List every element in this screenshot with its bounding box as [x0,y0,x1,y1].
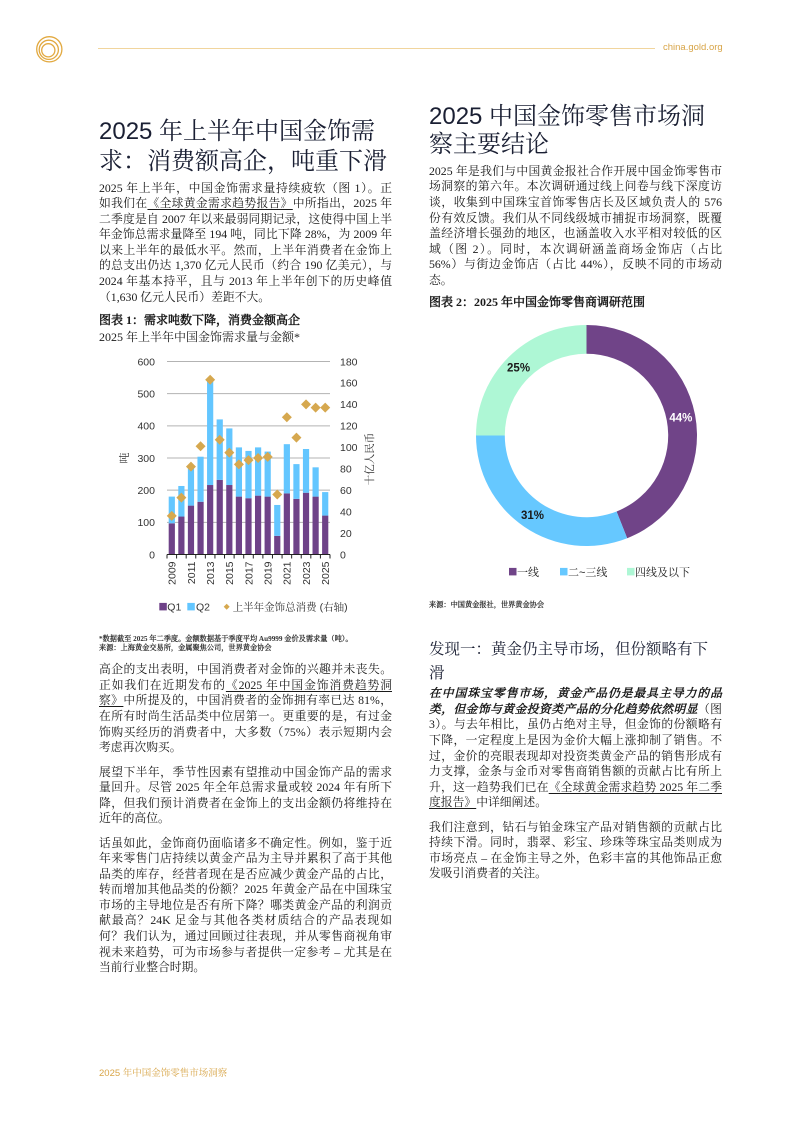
figure-1-title: 图表 1：需求吨数下降，消费金额高企 [99,313,301,327]
y2-tick-label: 80 [340,463,352,476]
diamond-marker-2015 [224,448,234,458]
text-line [99,212,392,228]
body-text: 升，这一趋势我们已在 [429,779,549,794]
heading-line: 滑 [429,664,445,682]
body-text: 份有效反馈。我们从不同线级城市捕捉市场洞察，既覆 [429,210,722,225]
figure-1-subtitle: 2025 年上半年中国金饰需求量与金额* [99,329,301,344]
body-text: 3）。与去年相比，虽仍占绝对主导，但金饰的份额略有 [429,717,722,732]
body-text: 谈，收集到中国珠宝首饰零售店长及区域负责人的 576 [429,195,722,210]
donut-data-label: 31% [520,509,544,522]
heading-line: 发现一：黄金仍主导市场，但份额略有下 [429,641,709,659]
diamond-marker-2014 [215,435,225,445]
body-text: 考虑再次购买。 [99,740,182,755]
text-line [99,725,392,741]
y2-tick-label: 180 [340,356,358,369]
body-text: 近年的高位。 [99,811,170,826]
bar-q1-2012 [197,502,203,555]
bar-q1-2014 [217,480,223,555]
report-link[interactable]: 《全球黄金需求趋势报告》 [147,196,293,211]
paragraph-finding-1-other-jewellery [429,820,722,882]
x-tick-label: 2015 [224,561,237,585]
text-line [429,179,722,195]
footer-report-title: 2025 年中国金饰零售市场洞察 [99,1068,228,1079]
donut-slice-2 [476,436,627,547]
bar-q1-2024 [313,497,319,555]
body-text: 年金饰总需求量降至 194 吨，同比下降 28%，为 2009 年 [99,227,392,242]
y2-axis-title: 十亿人民币 [364,432,376,486]
text-line [99,851,392,867]
body-text: 如我们在 [99,196,148,211]
body-text: 视未来趋势，可为市场参与者提供一定参考 – 尤其是在 [99,944,392,959]
title-line: 2025 年上半年中国金饰需 [99,118,376,145]
report-link[interactable]: 度报告》 [429,795,477,810]
body-text: 展望下半年，季节性因素有望推动中国金饰产品的需求 [99,764,392,779]
body-text: 在所有时尚生活品类中位居第一。更重要的是，有过金 [99,708,392,723]
figure-2-title: 图表 2：2025 年中国金饰零售商调研范围 [429,294,646,309]
paragraph-h1-summary [99,181,392,306]
bar-q1-2020 [274,536,280,555]
text-line [429,226,722,242]
finding-1-heading [429,638,729,685]
paragraph-outlook [99,765,392,827]
text-line [99,709,392,725]
body-text: （1,630 亿元人民币）差距不大。 [99,289,271,304]
figure-1-source: 来源：上海黄金交易所，金属聚焦公司，世界黄金协会 [99,643,272,652]
legend-swatch-q1 [159,603,167,611]
body-text: 二季度是自 2007 年以来最弱同期记录，这使得中国上半 [99,211,392,226]
body-text: 转而增加其他品类的份额？2025 年黄金产品在中国珠宝 [99,882,392,897]
report-link[interactable]: 《2025 年中国金饰消费趋势洞 [225,677,392,692]
bar-q2-2021 [284,444,290,493]
world-gold-council-logo [35,35,65,65]
donut-data-label: 44% [669,412,693,425]
bar-q1-2013 [207,485,213,554]
body-text: 正如我们在近期发布的 [99,677,226,692]
figure-1-note: *数据截至 2025 年二季度。金额数据基于季度平均 Au9999 金价及需求量（吨）。 [99,634,353,643]
x-tick-label: 2017 [243,561,256,585]
text-line [429,211,722,227]
text-line [99,181,392,197]
donut-slice-1 [587,325,698,538]
paragraph-spending [99,662,392,756]
text-line [99,693,392,709]
bar-q2-2012 [197,457,203,502]
body-text: 发吸引消费者的关注。 [429,866,547,881]
bar-q1-2018 [255,496,261,555]
bar-q2-2020 [274,505,280,536]
diamond-marker-2012 [196,441,206,451]
body-text: 献最高？24K 足金与其他各类材质结合的产品表现如 [99,913,392,928]
text-line [429,851,722,867]
bar-q1-2017 [245,498,251,554]
section-title-key-findings [429,103,705,160]
text-line [429,733,722,749]
text-line [429,835,722,851]
figure-1-chart [100,350,400,620]
text-line [99,780,392,796]
y-tick-label: 500 [137,388,155,401]
x-tick-label: 2019 [262,561,275,585]
y-tick-label: 400 [137,420,155,433]
text-line [429,717,722,733]
body-text: 力支撑，金条与金币对零售商销售额的贡献占比有所上 [429,764,722,779]
bar-q2-2013 [207,381,213,485]
body-text: 高企的支出表明，中国消费者对金饰的兴趣并未丧失。 [99,662,392,677]
body-text: 的总支出仍达 1,370 亿元人民币（约合 190 亿美元），与 [99,258,392,273]
body-text: 2024 年基本持平，且与 2013 年上半年创下的历史峰值 [99,274,392,289]
bar-q1-2016 [236,497,242,555]
y2-tick-label: 0 [340,549,346,562]
y-tick-label: 100 [137,517,155,530]
body-text: 市场的主导地位是否有所下降？哪类黄金产品的利润贡 [99,897,392,912]
bar-q1-2011 [188,506,194,555]
diamond-marker-2010 [176,493,186,503]
bar-q1-2021 [284,493,290,554]
bar-q2-2016 [236,447,242,496]
diamond-marker-2018 [253,453,263,463]
body-text: 态。 [429,273,453,288]
body-text: 持续下滑。同时，翡翠、彩宝、珍珠等珠宝品类则成为 [429,835,722,850]
diamond-marker-2024 [311,403,321,413]
diamond-marker-2025 [320,403,330,413]
donut-data-label: 25% [507,362,531,375]
diamond-marker-2023 [301,399,311,409]
body-text: 2025 年上半年，中国金饰需求量持续疲软（图 1）。正 [99,180,392,195]
header-rule [98,48,655,50]
legend-label-q2: Q2 [196,601,211,614]
diamond-marker-2020 [272,489,282,499]
text-line [99,945,392,961]
title-line: 求：消费额高企，吨重下滑 [99,148,387,175]
text-line [429,866,722,882]
diamond-marker-2019 [263,452,273,462]
text-line [99,258,392,274]
body-text: 中详细阐述。 [476,795,547,810]
text-line [429,257,722,273]
x-tick-label: 2013 [204,561,217,585]
text-line [99,913,392,929]
text-line [99,274,392,290]
diamond-marker-2013 [205,375,215,385]
text-line [99,227,392,243]
body-text: 何？我们认为，通过回顾过往表现，并从零售商视角审 [99,929,392,944]
text-line [99,867,392,883]
legend-label-3: 四线及以下 [635,566,690,579]
body-text: 话虽如此，金饰商仍面临诸多不确定性。例如，鉴于近 [99,835,392,850]
bar-q1-2019 [265,497,271,555]
bar-q2-2025 [322,492,328,515]
text-line [429,686,722,702]
diamond-marker-2009 [167,511,177,521]
report-link[interactable]: 察》 [99,693,124,708]
paragraph-survey-intro [429,164,722,289]
paragraph-uncertainty [99,836,392,976]
legend-label-2: 二~三线 [568,566,608,579]
text-line [429,780,722,796]
diamond-marker-2016 [234,459,244,469]
text-line [99,678,392,694]
paragraph-finding-1 [429,686,722,811]
text-line [99,290,392,306]
text-line [99,960,392,976]
body-text: 当前行业整合时期。 [99,960,206,975]
diamond-marker-2021 [282,412,292,422]
bar-q1-2015 [226,485,232,554]
emphasis-text: 类，但金饰与黄金投资类产品的分化趋势依然明显 [429,701,698,716]
text-line [99,740,392,756]
x-tick-label: 2023 [300,561,313,585]
legend-swatch-2 [560,568,568,576]
bar-q1-2009 [169,523,175,554]
body-text: 以来上半年的最低水平。然而，上半年消费者在金饰上 [99,242,392,257]
text-line [429,764,722,780]
body-text: 场洞察的第六年。本次调研通过线上问卷与线下深度访 [429,179,722,194]
text-line [429,195,722,211]
legend-swatch-diamond [224,604,230,610]
text-line [429,164,722,180]
y-tick-label: 300 [137,452,155,465]
text-line [99,765,392,781]
figure-2-donut-chart [428,315,728,585]
y2-tick-label: 20 [340,527,352,540]
body-text: （图 [697,701,722,716]
y-tick-label: 200 [137,484,155,497]
y2-tick-label: 100 [340,442,358,455]
y-tick-label: 600 [137,356,155,369]
figure-2-source: 来源：中国黄金报社，世界黄金协会 [429,600,545,609]
x-tick-label: 2021 [281,561,294,585]
logo-ring-inner [42,44,55,57]
body-text: 品类的库存，经营者现在是否应减少黄金产品的占比， [99,866,392,881]
emphasis-text: 在中国珠宝零售市场，黄金产品仍是最具主导力的品 [429,686,722,701]
x-tick-label: 2011 [185,561,198,585]
body-text: 市场亮点 – 在金饰主导之外，色彩丰富的其他饰品正愈 [429,850,722,865]
bar-q1-2025 [322,516,328,555]
text-line [429,242,722,258]
body-text: 域（图 2）。同时，本次调研涵盖商场金饰店（占比 [429,241,722,256]
text-line [99,243,392,259]
bar-q1-2010 [178,517,184,555]
text-line [99,196,392,212]
report-link[interactable]: 《全球黄金需求趋势 2025 年二季 [548,779,722,794]
x-tick-label: 2009 [166,561,179,585]
diamond-marker-2022 [291,433,301,443]
legend-label-total-spend: 上半年金饰总消费 (右轴) [232,601,348,614]
legend-swatch-q2 [187,603,195,611]
y-axis-title: 吨 [119,452,131,464]
x-tick-label: 2025 [320,561,333,585]
body-text: 下降，一定程度上是因为金价大幅上涨抑制了销售。不 [429,732,722,747]
text-line [99,882,392,898]
bar-q2-2011 [188,468,194,506]
text-line [99,662,392,678]
body-text: 盖经济增长强劲的地区，也涵盖收入水平相对较低的区 [429,226,722,241]
body-text: 中所提及的，中国消费者的金饰拥有率已达 81%， [123,693,392,708]
y2-tick-label: 40 [340,506,352,519]
text-line [429,795,722,811]
body-text: 56%）与街边金饰店（占比 44%），反映不同的市场动 [429,257,722,272]
body-text: 降，但我们预计消费者在金饰上的支出金额仍将维持在 [99,795,392,810]
bar-q1-2022 [293,499,299,555]
bar-q1-2023 [303,493,309,555]
legend-label-q1: Q1 [167,601,182,614]
body-text: 年来零售门店持续以黄金产品为主导并累积了高于其他 [99,851,392,866]
y2-tick-label: 160 [340,377,358,390]
body-text: 量回升。尽管 2025 年全年总需求量或较 2024 年有所下 [99,780,392,795]
title-line: 2025 中国金饰零售市场洞 [429,102,706,130]
section-title-h1-demand [99,117,387,177]
y2-tick-label: 120 [340,420,358,433]
bar-q2-2024 [313,467,319,496]
text-line [99,836,392,852]
text-line [429,702,722,718]
donut-slice-3 [476,325,587,436]
bar-q2-2023 [303,449,309,493]
legend-swatch-1 [509,568,517,576]
body-text: 我们注意到，钻石与铂金珠宝产品对销售额的贡献占比 [429,819,722,834]
text-line [99,796,392,812]
y2-tick-label: 60 [340,484,352,497]
bar-q2-2014 [217,419,223,479]
bar-q2-2022 [293,464,299,499]
text-line [429,273,722,289]
text-line [99,929,392,945]
y2-tick-label: 140 [340,399,358,412]
diamond-marker-2011 [186,462,196,472]
title-line: 察主要结论 [429,131,549,158]
body-text: 2025 年是我们与中国黄金报社合作开展中国金饰零售市 [429,163,722,178]
body-text: 中所指出，2025 年 [292,196,392,211]
text-line [99,811,392,827]
text-line [429,820,722,836]
text-line [429,749,722,765]
diamond-marker-2017 [244,455,254,465]
body-text: 过，金价的亮眼表现却对投资类黄金产品的销售形成有 [429,748,722,763]
text-line [99,898,392,914]
legend-swatch-3 [627,568,635,576]
legend-label-1: 一线 [517,566,539,579]
site-url-link[interactable]: china.gold.org [663,42,723,53]
body-text: 饰购买经历的消费者中，大多数（75%）表示短期内会 [99,724,392,739]
y-tick-label: 0 [149,549,155,562]
